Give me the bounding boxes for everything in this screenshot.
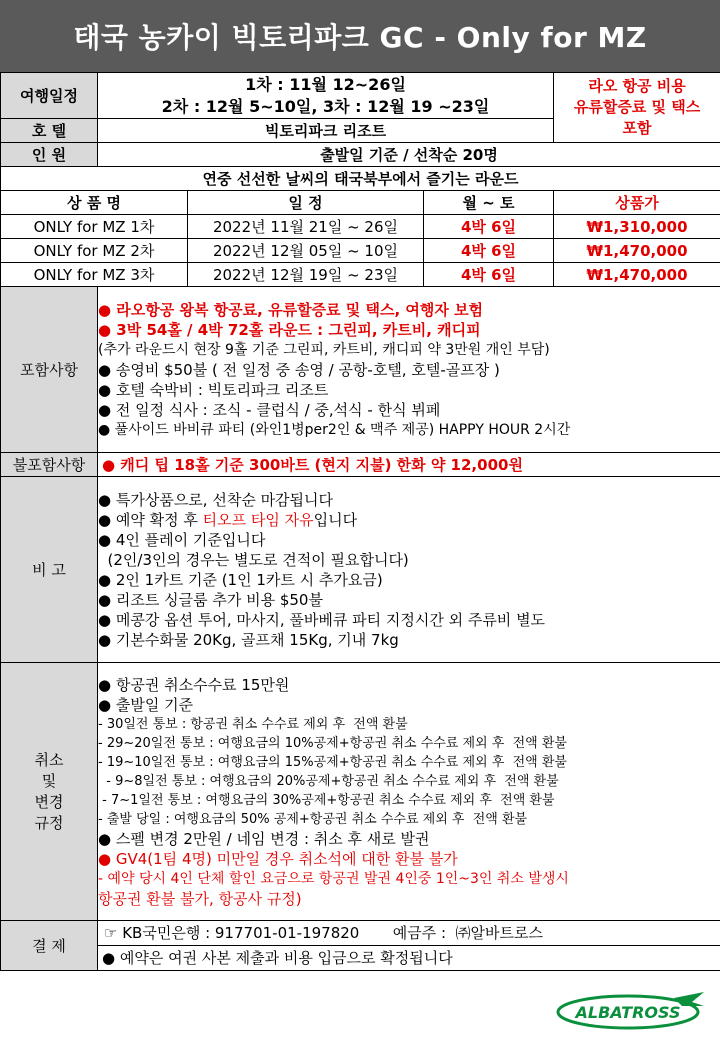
itinerary-line-2: 2차 : 12월 5~10일, 3차 : 12월 19 ~23일: [161, 96, 490, 116]
albatross-logo: [554, 988, 710, 1032]
remark-item: (2인/3인의 경우는 별도로 견적이 필요합니다): [98, 550, 409, 569]
logo-text: ALBATROSS: [575, 1003, 681, 1022]
cancel-rule: - 30일전 통보 : 항공권 취소 수수료 제외 후 전액 환불: [98, 716, 408, 732]
payment-info: [98, 921, 720, 971]
product-header-row: [1, 191, 720, 215]
included-label: 포함사항: [1, 287, 98, 453]
cancel-item: ● 스펠 변경 2만원 / 네임 변경 : 취소 후 새로 발권: [98, 829, 430, 848]
cancel-row: [1, 663, 720, 921]
included-item: ● 풀사이드 바비큐 파티 (와인1병per2인 & 맥주 제공) HAPPY HOUR 2시간: [98, 421, 571, 438]
remark-item: [98, 510, 720, 530]
cancel-label-line: 취소: [34, 750, 64, 769]
cancel-rule: - 출발 당일 : 여행요금의 50% 공제+항공권 취소 수수료 제외 후 전액 환불: [98, 811, 528, 827]
cancel-rules: [98, 715, 720, 829]
people-label: 인 원: [1, 143, 98, 167]
product-price: ₩1,310,000: [554, 215, 720, 239]
remark-item: ● 특가상품으로, 선착순 마감됩니다: [98, 490, 334, 509]
payment-note: ● 예약은 여권 사본 제출과 비용 입금으로 확정됩니다: [102, 949, 453, 967]
remark-highlight: 티오프 타임 자유: [202, 510, 314, 529]
header-product-name: 상 품 명: [1, 191, 188, 215]
product-nights: 4박 6일: [424, 239, 554, 263]
included-item: ● 라오항공 왕복 항공료, 유류할증료 및 택스, 여행자 보험: [98, 300, 484, 319]
payment-label: 결 제: [1, 921, 98, 971]
remark-item: ● 메콩강 옵션 투어, 마사지, 풀바베큐 파티 지정시간 외 주류비 별도: [98, 610, 546, 629]
included-item: ● 호텔 숙박비 : 빅토리파크 리조트: [98, 380, 329, 399]
included-item: ● 송영비 $50불 ( 전 일정 중 송영 / 공항-호텔, 호텔-골프장 ): [98, 360, 500, 379]
remark-item: ● 2인 1카트 기준 (1인 1카트 시 추가요금): [98, 570, 383, 589]
bank-account: ☞ KB국민은행 : 917701-01-197820 예금주 : ㈜알바트로스: [98, 921, 720, 946]
included-item: ● 전 일정 식사 : 조식 - 클럽식 / 중,석식 - 한식 뷔페: [98, 400, 441, 419]
product-name: ONLY for MZ 1차: [1, 215, 188, 239]
cancel-warning: - 예약 당시 4인 단체 할인 요금으로 항공권 발권 4인중 1인~3인 취소 발생시: [98, 870, 569, 887]
cancel-item: ● 항공권 취소수수료 15만원: [98, 675, 290, 694]
header-schedule: 일 정: [188, 191, 424, 215]
itinerary-label: 여행일정: [1, 73, 98, 119]
tour-info-table: [0, 72, 720, 971]
hotel-label: 호 텔: [1, 119, 98, 143]
header-price: 상품가: [554, 191, 720, 215]
people-row: [1, 143, 720, 167]
page-title: 태국 농카이 빅토리파크 GC - Only for MZ: [0, 0, 720, 72]
included-row: [1, 287, 720, 453]
cancel-label-line: 및: [41, 771, 57, 790]
excluded-label: 불포함사항: [1, 453, 98, 477]
product-nights: 4박 6일: [424, 263, 554, 287]
remark-item: ● 4인 플레이 기준입니다: [98, 530, 266, 549]
tagline: 연중 선선한 날씨의 태국북부에서 즐기는 라운드: [1, 167, 720, 191]
itinerary-row: [1, 73, 720, 119]
hotel-value: 빅토리파크 리조트: [98, 119, 554, 143]
product-row: [1, 263, 720, 287]
excluded-text: ● 캐디 팁 18홀 기준 300바트 (현지 지불) 한화 약 12,000원: [98, 453, 720, 477]
product-price: ₩1,470,000: [554, 239, 720, 263]
logo-emblem: [554, 988, 710, 1032]
cancel-warning: ● GV4(1팀 4명) 미만일 경우 취소석에 대한 환불 불가: [98, 849, 458, 868]
itinerary-dates: [98, 73, 554, 119]
people-value: 출발일 기준 / 선착순 20명: [98, 143, 720, 167]
remark-text: ● 예약 확정 후: [98, 510, 203, 529]
airfare-note-line-2: 유류할증료 및 택스: [573, 98, 701, 116]
cancel-item: ● 출발일 기준: [98, 695, 194, 714]
airfare-note: [554, 73, 720, 143]
product-row: [1, 215, 720, 239]
cancel-rule: - 29~20일전 통보 : 여행요금의 10%공제+항공권 취소 수수료 제외 후 전액 환불: [98, 735, 567, 751]
cancel-list: [98, 663, 720, 921]
remark-item: ● 리조트 싱글룸 추가 비용 $50불: [98, 590, 323, 609]
product-dates: 2022년 11월 21일 ~ 26일: [188, 215, 424, 239]
remarks-list: [98, 477, 720, 663]
cancel-label-line: 변경: [34, 792, 64, 811]
product-name: ONLY for MZ 3차: [1, 263, 188, 287]
cancel-rule: - 7~1일전 통보 : 여행요금의 30%공제+항공권 취소 수수료 제외 후 전액 환불: [98, 792, 555, 808]
included-item: ● 3박 54홀 / 4박 72홀 라운드 : 그린피, 카트비, 캐디피: [98, 320, 481, 339]
product-row: [1, 239, 720, 263]
remark-item: ● 기본수화물 20Kg, 골프채 15Kg, 기내 7kg: [98, 630, 399, 649]
cancel-label: [1, 663, 98, 921]
cancel-warning: 항공권 환불 불가, 항공사 규정): [98, 889, 302, 908]
airfare-note-line-1: 라오 항공 비용: [588, 77, 686, 95]
header-nights: 월 ~ 토: [424, 191, 554, 215]
payment-row: [1, 921, 720, 971]
remarks-row: [1, 477, 720, 663]
included-list: [98, 287, 720, 453]
cancel-label-line: 규정: [34, 813, 64, 832]
tagline-row: [1, 167, 720, 191]
remarks-label: 비 고: [1, 477, 98, 663]
included-item: (추가 라운드시 현장 9홀 기준 그린피, 카트비, 캐디피 약 3만원 개인 부담): [98, 341, 550, 358]
cancel-rule: - 19~10일전 통보 : 여행요금의 15%공제+항공권 취소 수수료 제외 후 전액 환불: [98, 754, 567, 770]
cancel-rule: - 9~8일전 통보 : 여행요금의 20%공제+항공권 취소 수수료 제외 후 전액 환불: [98, 773, 559, 789]
product-price: ₩1,470,000: [554, 263, 720, 287]
excluded-row: [1, 453, 720, 477]
airfare-note-line-3: 포함: [622, 119, 652, 137]
product-name: ONLY for MZ 2차: [1, 239, 188, 263]
itinerary-line-1: 1차 : 11월 12~26일: [245, 74, 406, 94]
product-dates: 2022년 12월 19일 ~ 23일: [188, 263, 424, 287]
product-dates: 2022년 12월 05일 ~ 10일: [188, 239, 424, 263]
product-nights: 4박 6일: [424, 215, 554, 239]
remark-text: 입니다: [313, 510, 358, 529]
